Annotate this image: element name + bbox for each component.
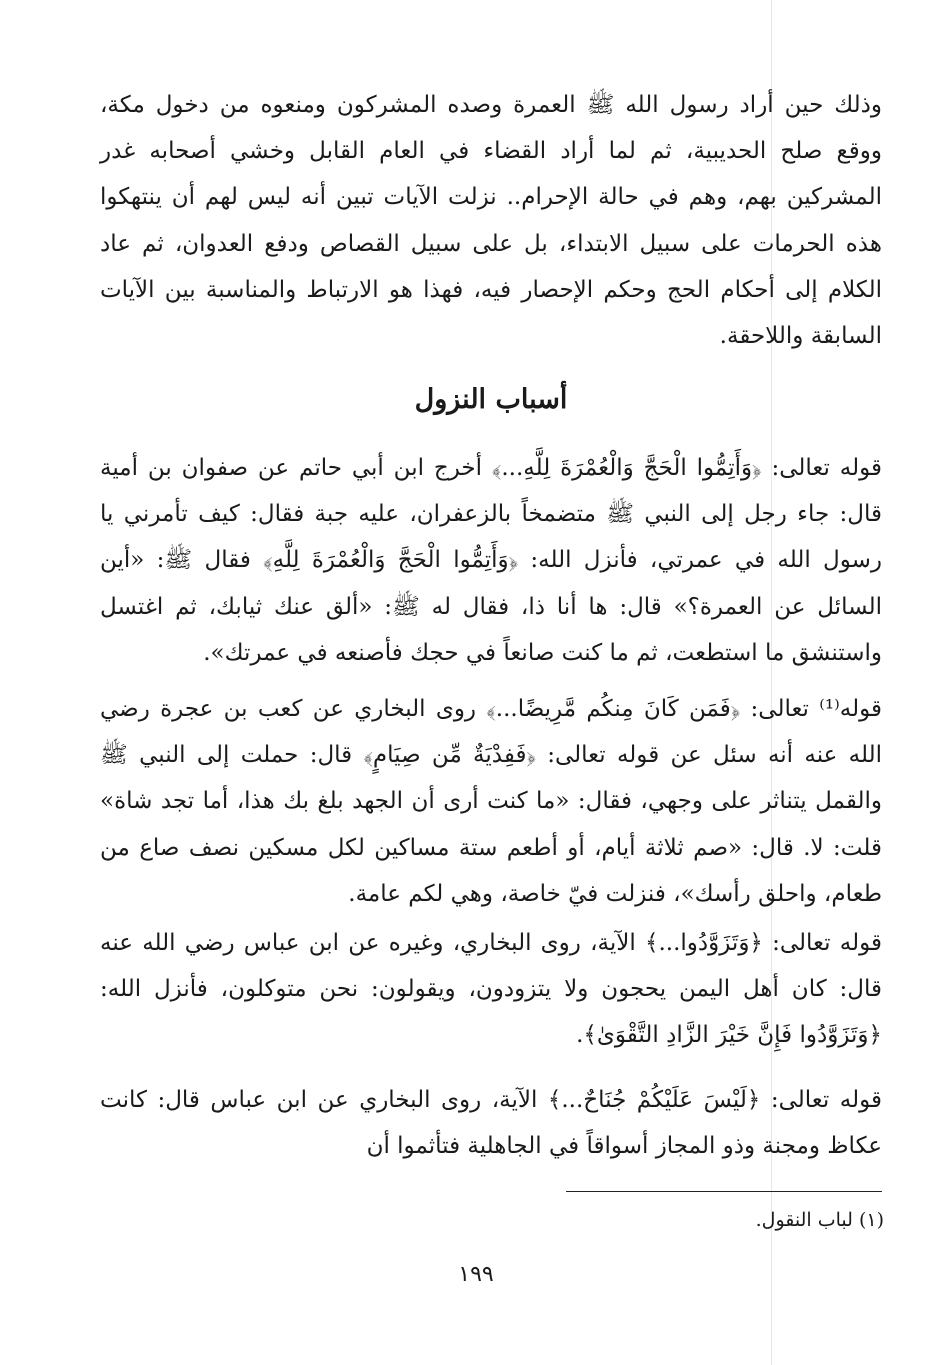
paragraph-fidya: قوله⁽¹⁾ تعالى: ﴿فَمَن كَانَ مِنكُم مَّرِيضًا...﴾ روى البخاري عن كعب بن عجرة رضي الله عنه أنه سئل عن قوله تعالى: ﴿فَفِدْيَةٌ مِّن صِيَامٍ﴾ قال: حملت إلى النبي ﷺ والقمل يتناثر على وجهي، فقال: «ما كنت أرى أن الجهد بلغ بك هذا، أما تجد شاة» قلت: لا. قال: «صم ثلاثة أيام، أو أطعم ستة مساكين لكل مسكين نصف صاع من طعام، واحلق رأسك»، فنزلت فيّ خاصة، وهي لكم عامة. [100, 696, 882, 907]
intro-paragraph: وذلك حين أراد رسول الله ﷺ العمرة وصده المشركون ومنعوه من دخول مكة، ووقع صلح الحديبية، ثم لما أراد القضاء في العام القابل وخشي أصحابه غدر المشركين بهم، وهم في حالة الإحرام.. نزلت الآيات تبين أنه ليس لهم أن ينتهكوا هذه الحرمات على سبيل الابتداء، بل على سبيل القصاص ودفع العدوان، ثم عاد الكلام إلى أحكام الحج وحكم الإحصار فيه، فهذا هو الارتباط والمناسبة بين الآيات السابقة واللاحقة. [100, 92, 882, 350]
section-heading: أسباب النزول [414, 384, 568, 415]
footnote-divider [566, 1191, 882, 1192]
footnote: (١) لباب النقول. [755, 1209, 884, 1231]
page-number: ١٩٩ [458, 1262, 494, 1287]
paragraph-no-sin: قوله تعالى: ﴿لَيْسَ عَلَيْكُمْ جُنَاحٌ...﴾ الآية، روى البخاري عن ابن عباس قال: كانت عكاظ ومجنة وذو المجاز أسواقاً في الجاهلية فتأثموا أن [100, 1087, 882, 1160]
paragraph-hajj-umrah: قوله تعالى: ﴿وَأَتِمُّوا الْحَجَّ وَالْعُمْرَةَ لِلَّهِ...﴾ أخرج ابن أبي حاتم عن صفوان بن أمية قال: جاء رجل إلى النبي ﷺ متضمخاً بالزعفران، عليه جبة فقال: كيف تأمرني يا رسول الله في عمرتي، فأنزل الله: ﴿وَأَتِمُّوا الْحَجَّ وَالْعُمْرَةَ لِلَّهِ﴾ فقال ﷺ: «أين السائل عن العمرة؟» قال: ها أنا ذا، فقال له ﷺ: «ألق عنك ثيابك، ثم اغتسل واستنشق ما استطعت، ثم ما كنت صانعاً في حجك فأصنعه في عمرتك». [100, 455, 882, 666]
paragraph-provisions: قوله تعالى: ﴿وَتَزَوَّدُوا...﴾ الآية، روى البخاري، وغيره عن ابن عباس رضي الله عنه قال: كان أهل اليمن يحجون ولا يتزودون، ويقولون: نحن متوكلون، فأنزل الله: ﴿وَتَزَوَّدُوا فَإِنَّ خَيْرَ الزَّادِ التَّقْوَىٰ﴾. [100, 930, 882, 1049]
